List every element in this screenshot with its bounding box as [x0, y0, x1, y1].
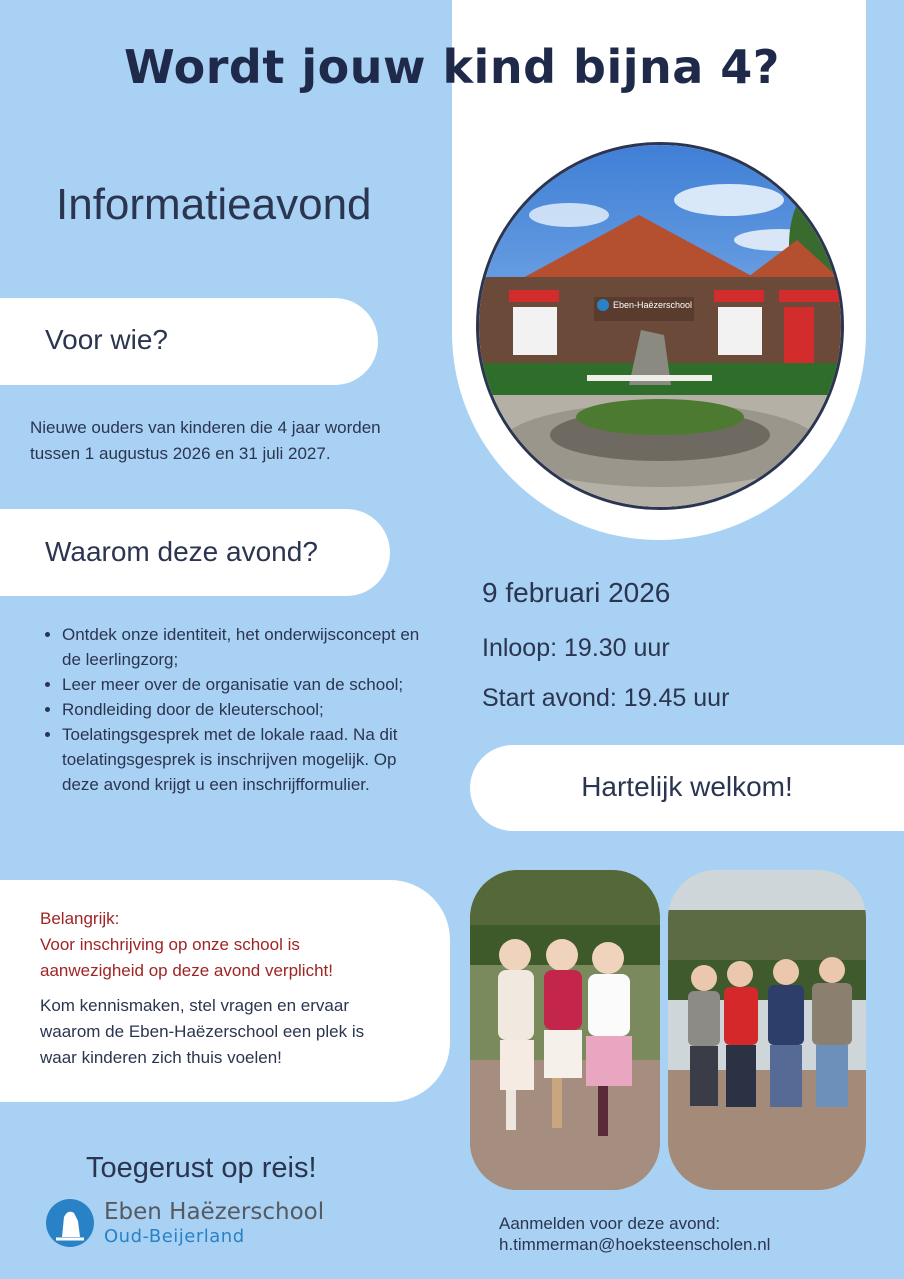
school-logo-icon — [46, 1199, 94, 1247]
notice-body: Kom kennismaken, stel vragen en ervaar waarom de Eben-Haëzerschool een plek is waar kinderen zich thuis voelen! — [40, 996, 365, 1067]
who-text: Nieuwe ouders van kinderen die 4 jaar worden tussen 1 augustus 2026 en 31 juli 2027. — [30, 418, 381, 463]
girls-photo — [470, 870, 660, 1190]
who-pill — [0, 298, 378, 385]
list-item: • Rondleiding door de kleuterschool; — [62, 697, 420, 722]
welcome-pill — [470, 745, 904, 831]
who-title: Voor wie? — [45, 324, 168, 355]
notice-warning: Voor inschrijving op onze school is aanwezigheid op deze avond verplicht! — [40, 935, 333, 980]
logo-location: Oud-Beijerland — [104, 1226, 245, 1247]
slogan: Toegerust op reis! — [86, 1152, 317, 1184]
event-start: Start avond: 19.45 uur — [482, 684, 730, 712]
page-headline: Wordt jouw kind bijna 4? — [124, 40, 780, 94]
school-building-illustration — [479, 145, 841, 507]
school-building-photo — [476, 142, 844, 510]
why-title: Waarom deze avond? — [45, 536, 318, 567]
girls-illustration — [470, 870, 660, 1190]
why-pill — [0, 509, 390, 596]
notice-box — [0, 880, 450, 1102]
signup-label: Aanmelden voor deze avond: — [499, 1214, 721, 1233]
list-item: • Ontdek onze identiteit, het onderwijsconcept en de leerlingzorg; — [62, 622, 420, 672]
logo-name: Eben Haëzerschool — [104, 1199, 325, 1225]
list-item: • Toelatingsgesprek met de lokale raad. Na dit toelatingsgesprek is inschrijven mogelijk. Op deze avond krijgt u een inschrijfformulier. — [62, 722, 420, 797]
stone-icon — [46, 1199, 94, 1247]
boys-photo — [668, 870, 866, 1190]
why-list — [30, 622, 420, 797]
signup-email-link[interactable]: h.timmerman@hoeksteenscholen.nl — [499, 1235, 771, 1254]
event-date: 9 februari 2026 — [482, 577, 671, 608]
why-list-wrap — [30, 622, 420, 797]
page-subtitle: Informatieavond — [56, 180, 372, 229]
notice-label: Belangrijk: — [40, 909, 120, 928]
boys-illustration — [668, 870, 866, 1190]
building-sign: Eben-Haëzerschool — [613, 300, 693, 310]
welcome-text: Hartelijk welkom! — [581, 771, 793, 802]
list-item: • Leer meer over de organisatie van de school; — [62, 672, 420, 697]
event-walk-in: Inloop: 19.30 uur — [482, 634, 670, 662]
